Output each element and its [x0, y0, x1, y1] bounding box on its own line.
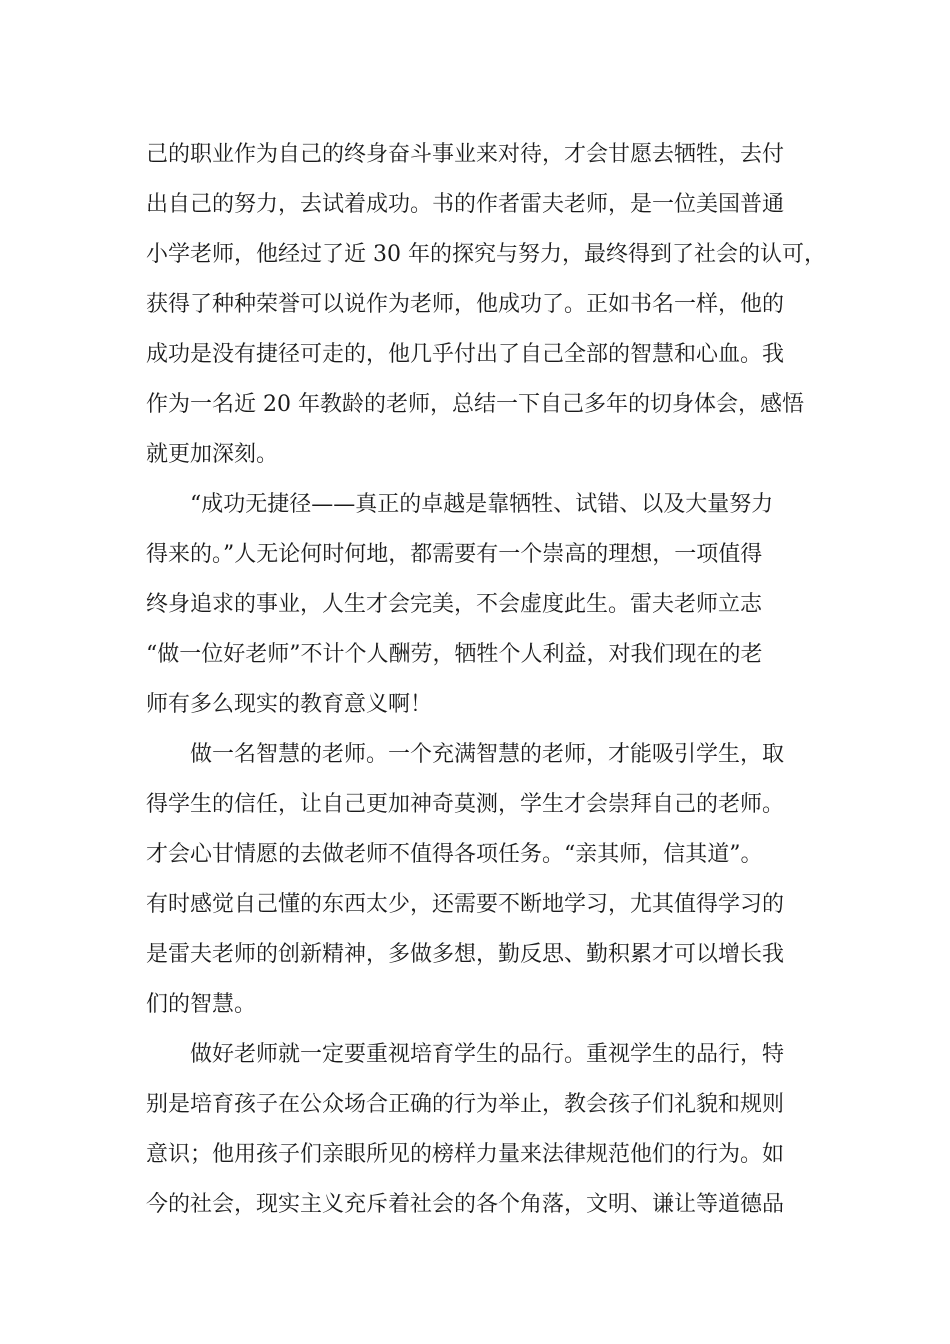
text-line: 得学生的信任，让自己更加神奇莫测，学生才会崇拜自己的老师。 [146, 792, 785, 817]
paragraph [146, 130, 826, 480]
text-line: 别是培育孩子在公众场合正确的行为举止，教会孩子们礼貌和规则 [146, 1092, 785, 1117]
text-line: 己的职业作为自己的终身奋斗事业来对待，才会甘愿去牺牲，去付 [146, 142, 785, 167]
text-line: 获得了种种荣誉可以说作为老师，他成功了。正如书名一样，他的 [146, 292, 785, 317]
text-line: 成功是没有捷径可走的，他几乎付出了自己全部的智慧和心血。我 [146, 342, 785, 367]
paragraph [146, 730, 826, 1030]
text-line: 出自己的努力，去试着成功。书的作者雷夫老师，是一位美国普通 [146, 192, 785, 217]
paragraph [146, 1030, 826, 1230]
text-line: 是雷夫老师的创新精神，多做多想，勤反思、勤积累才可以增长我 [146, 942, 785, 967]
text-line: 才会心甘情愿的去做老师不值得各项任务。“亲其师，信其道”。 [146, 842, 763, 867]
text-line: “做一位好老师”不计个人酬劳，牺牲个人利益，对我们现在的老 [146, 642, 763, 667]
paragraph [146, 480, 826, 730]
text-line: 今的社会，现实主义充斥着社会的各个角落，文明、谦让等道德品 [146, 1192, 785, 1217]
text-line: 师有多么现实的教育意义啊！ [146, 692, 433, 717]
text-line: “成功无捷径——真正的卓越是靠牺牲、试错、以及大量努力 [190, 492, 774, 517]
text-line: 意识；他用孩子们亲眼所见的榜样力量来法律规范他们的行为。如 [146, 1142, 785, 1167]
text-line: 做一名智慧的老师。一个充满智慧的老师，才能吸引学生，取 [190, 742, 785, 767]
text-line: 们的智慧。 [146, 992, 257, 1017]
text-line: 小学老师，他经过了近 30 年的探究与努力，最终得到了社会的认可， [146, 242, 826, 267]
text-line: 做好老师就一定要重视培育学生的品行。重视学生的品行，特 [190, 1042, 785, 1067]
document-body [146, 130, 826, 1230]
text-line: 就更加深刻。 [146, 442, 279, 467]
text-line: 作为一名近 20 年教龄的老师，总结一下自己多年的切身体会，感悟 [146, 392, 804, 417]
text-line: 有时感觉自己懂的东西太少，还需要不断地学习，尤其值得学习的 [146, 892, 785, 917]
text-line: 得来的。”人无论何时何地，都需要有一个崇高的理想，一项值得 [146, 542, 763, 567]
text-line: 终身追求的事业，人生才会完美，不会虚度此生。雷夫老师立志 [146, 592, 763, 617]
